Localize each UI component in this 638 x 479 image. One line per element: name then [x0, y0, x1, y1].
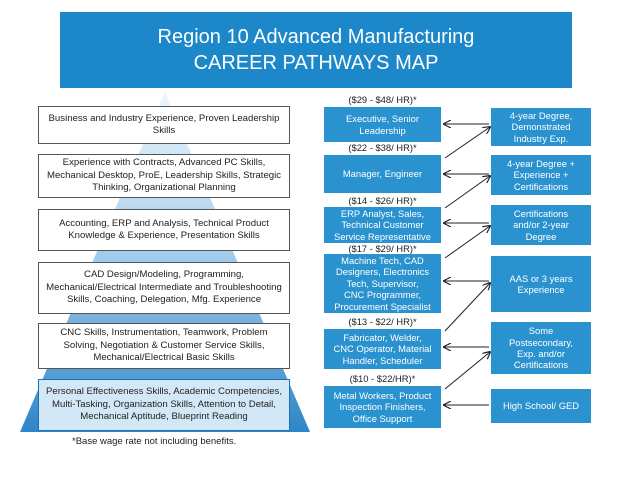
role-text: Manager, Engineer	[342, 168, 423, 180]
skill-text: Business and Industry Experience, Proven Leadership Skills	[48, 112, 280, 136]
education-text: 4-year Degree, Demonstrated Industry Exp.	[509, 109, 573, 144]
education-text: AAS or 3 years Experience	[509, 272, 573, 295]
arrow-role-4-to-edu-5	[445, 176, 490, 208]
arrow-role-2-to-edu-3	[445, 283, 490, 331]
wage-level-6: ($29 - $48/ HR)*	[348, 94, 417, 105]
arrow-role-1-to-edu-2	[445, 352, 490, 389]
education-text: Some Postsecondary, Exp. and/or Certifications	[509, 325, 573, 371]
wage-level-2: ($13 - $22/ HR)*	[348, 316, 417, 327]
education-text: Certifications and/or 2-year Degree	[513, 207, 569, 242]
education-text: 4-year Degree + Experience + Certifications	[506, 157, 575, 192]
page-subtitle: CAREER PATHWAYS MAP	[193, 52, 439, 74]
wage-level-5: ($22 - $38/ HR)*	[348, 142, 417, 153]
skill-text: CAD Design/Modeling, Programming, Mechanical/Electrical Intermediate and Troubleshooting Skills, Coaching, Delegation, Mfg. Experience	[46, 269, 282, 306]
role-text: ERP Analyst, Sales, Technical Customer Service Representative	[334, 207, 431, 242]
skill-text: Personal Effectiveness Skills, Academic Competencies, Multi-Tasking, Organization Skills, Attention to Detail, Mechanical Aptitude, Blueprint Reading	[45, 386, 283, 423]
arrow-role-3-to-edu-4	[445, 226, 490, 258]
role-text: Metal Workers, Product Inspection Finishers, Office Support	[333, 389, 432, 424]
role-text: Executive, Senior Leadership	[346, 113, 419, 136]
wage-level-4: ($14 - $26/ HR)*	[348, 195, 417, 206]
role-text: Machine Tech, CAD Designers, Electronics Tech, Supervisor, CNC Programmer, Procurement Specialist	[334, 254, 431, 312]
footnote: *Base wage rate not including benefits.	[72, 436, 237, 447]
wage-level-1: ($10 - $22/HR)*	[349, 373, 416, 384]
skill-text: Accounting, ERP and Analysis, Technical Product Knowledge & Experience, Presentation Skills	[59, 217, 269, 241]
wage-level-3: ($17 - $29/ HR)*	[348, 243, 417, 254]
arrow-role-5-to-edu-6	[445, 127, 490, 158]
skill-text: Experience with Contracts, Advanced PC Skills, Mechanical Desktop, ProE, Leadership Skills, Strategic Thinking, Organizational Planning	[46, 157, 282, 194]
role-text: Fabricator, Welder, CNC Operator, Material Handler, Scheduler	[333, 331, 432, 366]
page-title: Region 10 Advanced Manufacturing	[157, 26, 475, 48]
skill-text: CNC Skills, Instrumentation, Teamwork, Problem Solving, Negotiation & Customer Service Skills, Mechanical/Electrical Basic Skills	[60, 327, 268, 364]
education-text: High School/ GED	[502, 400, 580, 412]
